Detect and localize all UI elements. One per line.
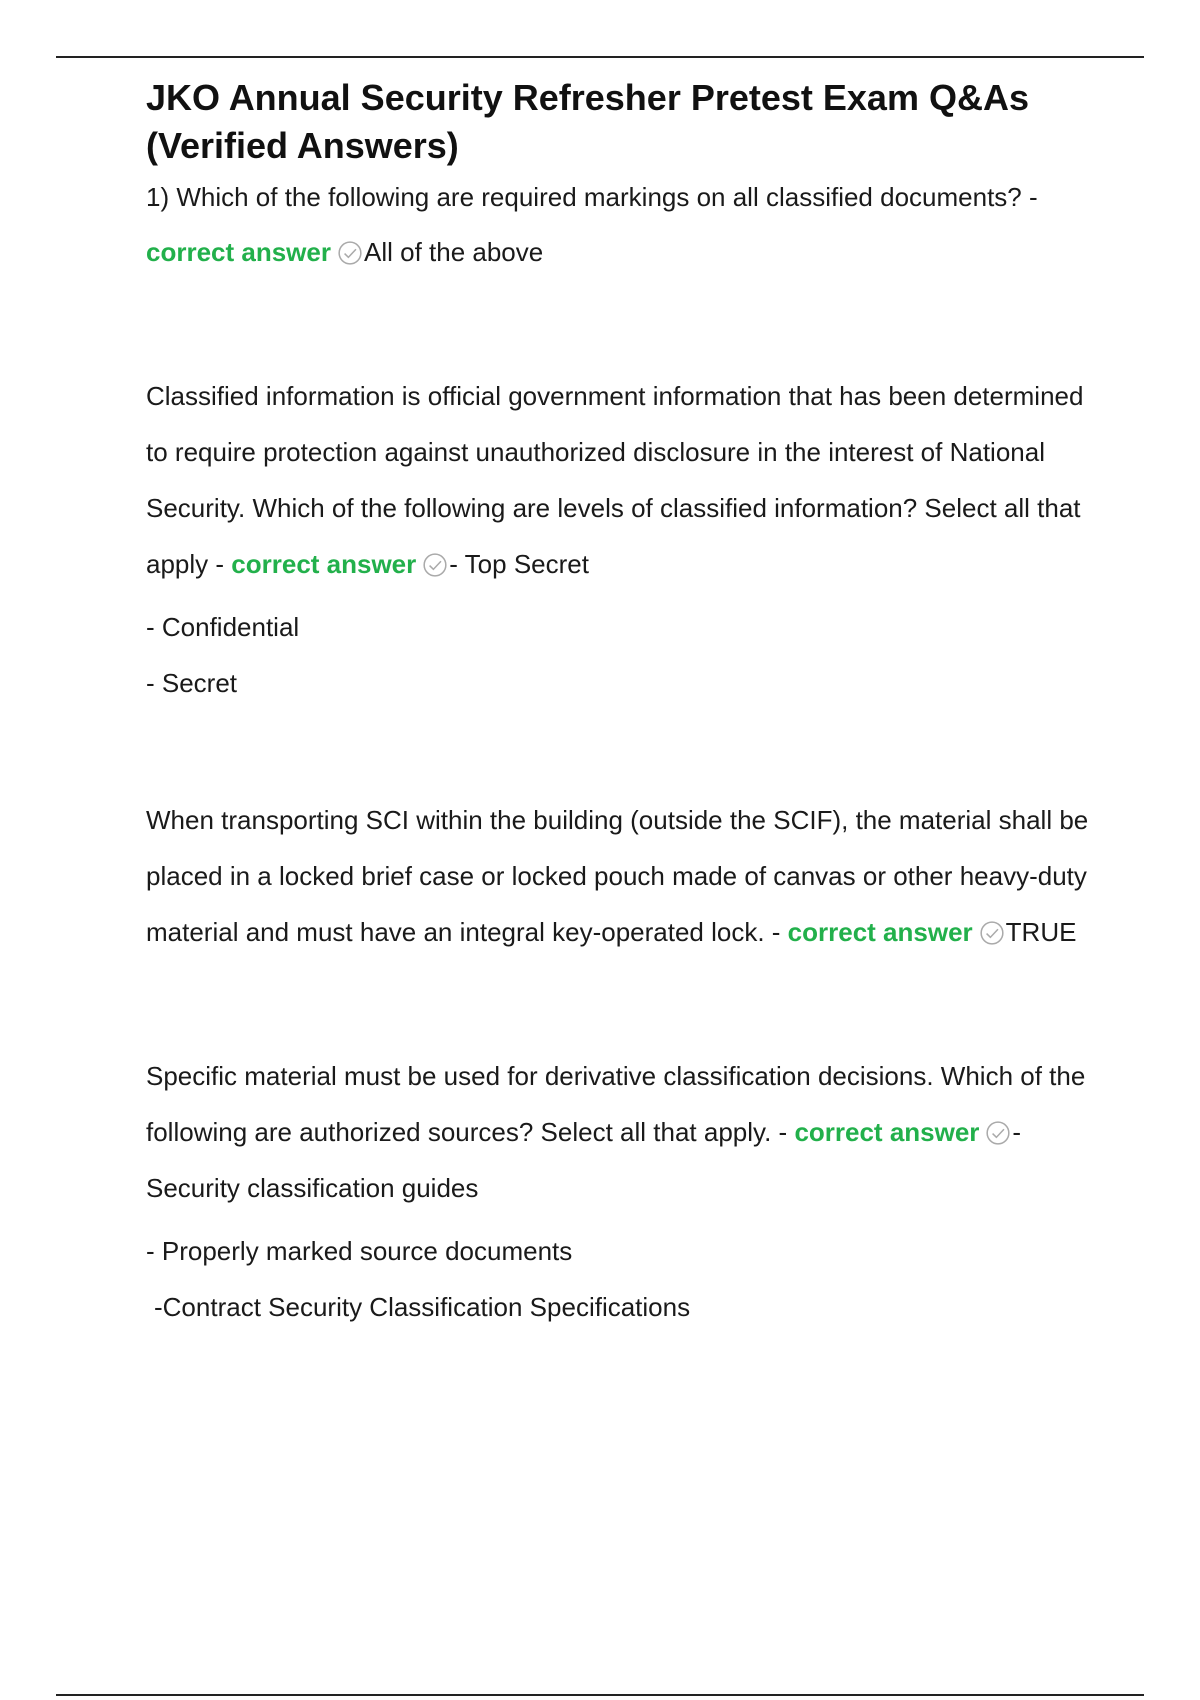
qa-item-1 bbox=[146, 170, 1096, 280]
correct-answer-label: correct answer bbox=[231, 549, 417, 579]
answer-text: TRUE bbox=[1005, 917, 1077, 947]
answer-text: - Security classification guides bbox=[146, 1117, 1022, 1203]
qa-item-4 bbox=[146, 1048, 1096, 1216]
answer-option: - Properly marked source documents bbox=[146, 1236, 573, 1266]
answer-option: - Secret bbox=[146, 668, 238, 698]
qa-item-2 bbox=[146, 368, 1096, 592]
answer-option: -Contract Security Classification Specifications bbox=[154, 1292, 691, 1322]
check-circle-icon bbox=[979, 920, 1005, 946]
answer-text: - Top Secret bbox=[449, 549, 589, 579]
top-rule bbox=[56, 56, 1144, 58]
document-title: JKO Annual Security Refresher Pretest Exam Q&As (Verified Answers) bbox=[146, 77, 1029, 166]
correct-answer-label: correct answer bbox=[787, 917, 973, 947]
check-circle-icon bbox=[422, 552, 448, 578]
question-text: Classified information is official government information that has been determined to require protection against unauthorized disclosure in the interest of National Security. Which of the following are levels of classified information? Select all that apply - bbox=[146, 381, 1084, 579]
correct-answer-label: correct answer bbox=[146, 237, 331, 267]
qa-item-3 bbox=[146, 792, 1096, 960]
answer-text: All of the above bbox=[363, 237, 544, 267]
check-circle-icon bbox=[337, 240, 363, 266]
document-page bbox=[146, 74, 1096, 1328]
answer-option: - Confidential bbox=[146, 612, 300, 642]
question-text: 1) Which of the following are required markings on all classified documents? - bbox=[146, 182, 1038, 212]
bottom-rule bbox=[56, 1694, 1144, 1696]
question-text: When transporting SCI within the building (outside the SCIF), the material shall be placed in a locked brief case or locked pouch made of canvas or other heavy-duty material and must have an integral key-operated lock. - bbox=[146, 805, 1089, 947]
check-circle-icon bbox=[985, 1120, 1011, 1146]
correct-answer-label: correct answer bbox=[794, 1117, 980, 1147]
question-text: Specific material must be used for derivative classification decisions. Which of the following are authorized sources? Select all that apply. - bbox=[146, 1061, 1086, 1147]
